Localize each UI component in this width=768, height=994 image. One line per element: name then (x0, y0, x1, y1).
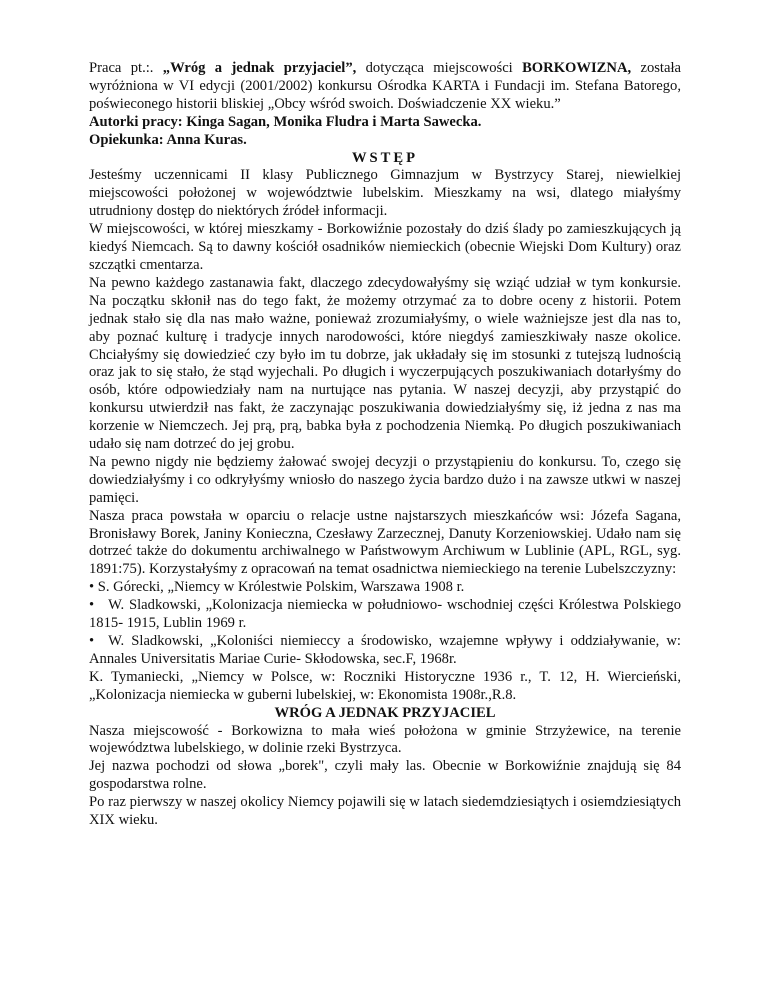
paragraph: W miejscowości, w której mieszkamy - Borkowiźnie pozostały do dziś ślady po zamieszkujących ją kiedyś Niemcach. Są to dawny kościół osadników niemieckich (obecnie Wiejski Dom Kultury) oraz szczątki cmentarza. (89, 221, 681, 273)
reference-text: W. Sladkowski, „Koloniści niemieccy a środowisko, wzajemne wpływy i oddziaływanie, w: Annales Universitatis Mariae Curie- Skłodowska, sec.F, 1968r. (89, 633, 681, 667)
section-heading-wstep: WSTĘP (351, 149, 419, 166)
section-heading-main: WRÓG A JEDNAK PRZYJACIEL (274, 704, 496, 721)
paragraph: Nasza miejscowość - Borkowizna to mała wieś położona w gminie Strzyżewice, na terenie województwa lubelskiego, w dolinie rzeki Bystrzyca. (89, 722, 681, 757)
supervisor-line: Opiekunka: Anna Kuras. (89, 131, 247, 148)
reference-last: K. Tymaniecki, „Niemcy w Polsce, w: Roczniki Historyczne 1936 r., T. 12, H. Wiercieński, „Kolonizacja niemiecka w guberni lubelskiej, w: Ekonomista 1908r.,R.8. (89, 668, 681, 703)
reference-item (89, 597, 681, 633)
paragraph: Po raz pierwszy w naszej okolicy Niemcy pojawili się w latach siedemdziesiątych i osiemdziesiątych XIX wieku. (89, 794, 681, 829)
place-name: BORKOWIZNA, (522, 60, 632, 76)
authors-line: Autorki pracy: Kinga Sagan, Monika Fludra i Marta Sawecka. (89, 113, 482, 130)
bullet-icon: • (89, 579, 95, 596)
paragraph: Na pewno nigdy nie będziemy żałować swojej decyzji o przystąpieniu do konkursu. To, czego się dowiedziałyśmy i co odkryłyśmy wniosło do naszego życia bardzo dużo i na zawsze utkwi w naszej pamięci. (89, 453, 681, 506)
reference-text: S. Górecki, „Niemcy w Królestwie Polskim, Warszawa 1908 r. (97, 579, 465, 596)
intro-mid: dotycząca miejscowości (356, 60, 523, 76)
bullet-icon: • (89, 597, 95, 614)
paragraph: Jesteśmy uczennicami II klasy Publicznego Gimnazjum w Bystrzycy Starej, niewielkiej miejscowości położonej w województwie lubelskim. Mieszkamy na wsi, dlatego miałyśmy utrudniony dostęp do niektórych źródeł informacji. (89, 167, 681, 220)
paragraph: Nasza praca powstała w oparciu o relacje ustne najstarszych mieszkańców wsi: Józefa Sagana, Bronisławy Borek, Janiny Konieczna, Czesławy Zarzecznej, Danuty Korzeniowskiej. Udało nam się dotrzeć także do dokumentu archiwalnego w Państwowym Archiwum w Lublinie (APL, RGL, syg. 1891:75). Korzystałyśmy z opracowań na temat osadnictwa niemieckiego na terenie Lubelszczyzny: (89, 507, 681, 578)
reference-item (89, 579, 681, 597)
reference-item (89, 633, 681, 669)
document-page (89, 60, 681, 830)
paragraph: Na pewno każdego zastanawia fakt, dlaczego zdecydowałyśmy się wziąć udział w tym konkursie. Na początku skłonił nas do tego fakt, że możemy otrzymać za to dobre oceny z historii. Potem jednak stało się dla nas mało ważne, ponieważ zrozumiałyśmy, o wiele ważniejsze jest dla nas to, aby poznać kulturę i tradycje innych narodowości, które niegdyś zamieszkiwały nasze okolice. Chciałyśmy się dowiedzieć czy było im tu dobrze, jak układały się im stosunki z tutejszą ludnością oraz jak to się stało, że stąd wyjechali. Po długich i wyczerpujących poszukiwaniach dotarłyśmy do osób, które odpowiedziały nam na nurtujące nas pytania. W naszej decyzji, aby przystąpić do konkursu utwierdził nas fakt, że zaczynając poszukiwania dowiedziałyśmy się, iż jedna z nas ma korzenie w Niemczech. Jej prą, prą, babka była z pochodzenia Niemką. Po długich poszukiwaniach udało się nam dotrzeć do jej grobu. (89, 274, 681, 453)
bullet-icon: • (89, 633, 95, 649)
intro-prefix: Praca pt.:. (89, 60, 163, 76)
work-title: „Wróg a jednak przyjaciel”, (162, 60, 357, 76)
intro-paragraph (89, 60, 681, 114)
paragraph: Jej nazwa pochodzi od słowa „borek", czyli mały las. Obecnie w Borkowiźnie znajdują się 84 gospodarstwa rolne. (89, 758, 681, 793)
intro-suffix: została wyróżniona w VI edycji (2001/2002) konkursu Ośrodka KARTA i Fundacji im. Stefana Batorego, poświeconego historii bliskiej „Obcy wśród swoich. Doświadczenie XX wieku.” (89, 60, 681, 112)
reference-text: W. Sladkowski, „Kolonizacja niemiecka w południowo- wschodniej części Królestwa Polskiego 1815- 1915, Lublin 1969 r. (89, 597, 681, 632)
